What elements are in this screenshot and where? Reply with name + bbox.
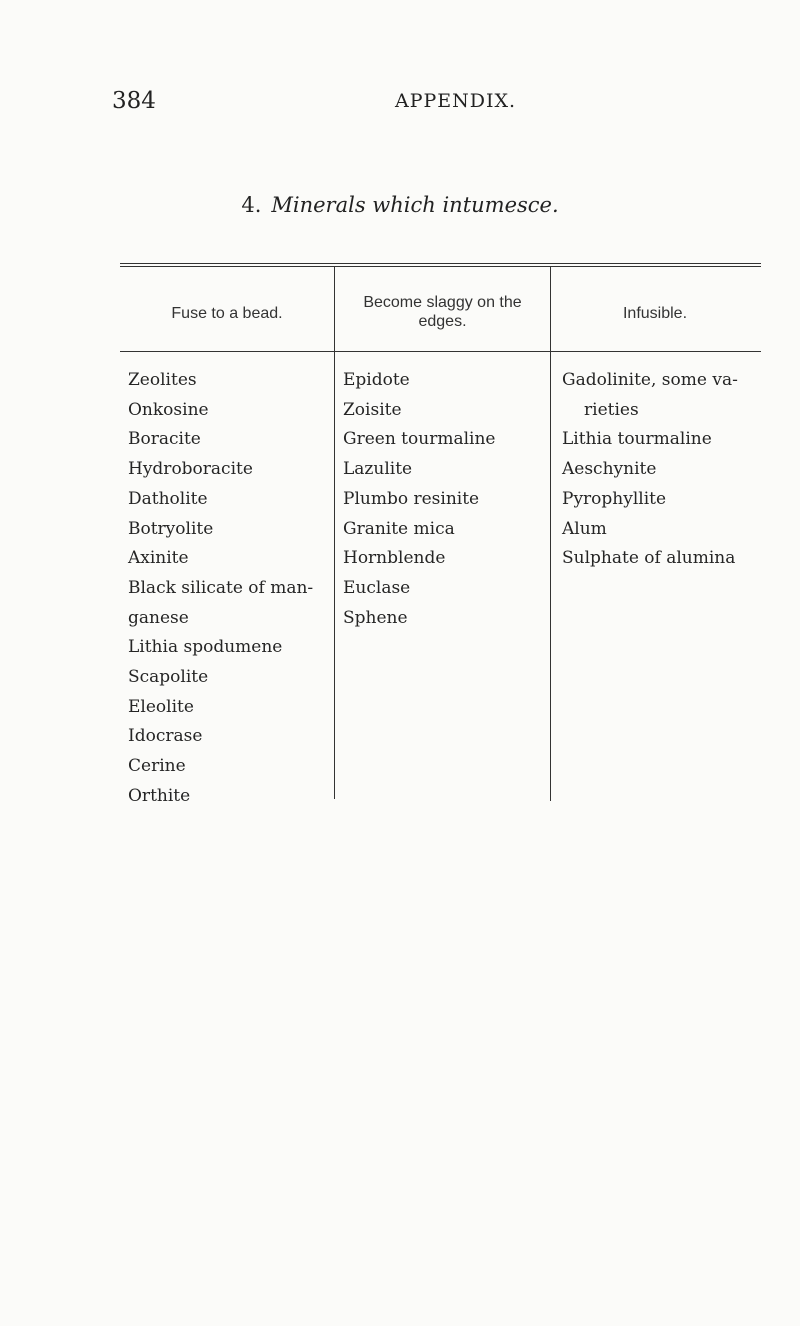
list-item: Black silicate of man-	[128, 577, 314, 598]
list-item: Green tourmaline	[343, 429, 496, 450]
list-item: Idocrase	[128, 726, 203, 747]
column-fuse-to-a-bead	[128, 366, 328, 812]
list-item: Hornblende	[343, 548, 446, 569]
section-number: 4.	[241, 193, 262, 217]
list-item: Pyrophyllite	[562, 488, 667, 509]
column-divider-1	[334, 266, 335, 799]
list-item: Datholite	[128, 488, 208, 509]
list-item: Orthite	[128, 785, 191, 806]
section-title: Minerals which intumesce.	[271, 193, 559, 217]
running-title: APPENDIX.	[395, 90, 517, 112]
list-item: Axinite	[128, 548, 189, 569]
list-item: Hydroboracite	[128, 459, 253, 480]
top-rule	[120, 266, 761, 267]
header-become-slaggy: Become slaggy on the edges.	[363, 294, 522, 330]
list-item: Cerine	[128, 756, 186, 777]
column-divider-2	[550, 266, 551, 801]
list-item: Sulphate of alumina	[562, 548, 736, 569]
running-head	[0, 88, 800, 118]
header-infusible: Infusible.	[622, 305, 688, 322]
top-rule-double	[120, 263, 761, 264]
list-item: Plumbo resinite	[343, 488, 480, 509]
list-item: Botryolite	[128, 518, 214, 539]
list-item: Gadolinite, some va-	[562, 370, 738, 390]
header-rule	[120, 351, 761, 352]
list-item: Euclase	[343, 577, 411, 598]
list-item: Granite mica	[343, 518, 455, 539]
page-number: 384	[112, 88, 156, 114]
list-item: Eleolite	[128, 696, 194, 717]
list-item: Zeolites	[128, 370, 197, 390]
list-item: Lithia spodumene	[128, 637, 283, 658]
list-item: Alum	[562, 518, 607, 539]
list-item: Zoisite	[343, 399, 402, 420]
list-item: Onkosine	[128, 399, 209, 420]
list-item: Epidote	[343, 370, 410, 390]
list-item: Boracite	[128, 429, 201, 450]
list-item: Sphene	[343, 607, 408, 628]
header-fuse-to-a-bead: Fuse to a bead.	[171, 305, 283, 322]
list-item: Lithia tourmaline	[562, 429, 712, 450]
list-item: Lazulite	[343, 459, 413, 480]
list-item: Aeschynite	[562, 459, 657, 480]
column-infusible	[562, 366, 792, 574]
list-item: rieties	[584, 399, 639, 420]
column-become-slaggy	[343, 366, 543, 633]
list-item: Scapolite	[128, 667, 209, 688]
section-heading	[0, 193, 800, 217]
list-item: ganese	[128, 607, 189, 628]
